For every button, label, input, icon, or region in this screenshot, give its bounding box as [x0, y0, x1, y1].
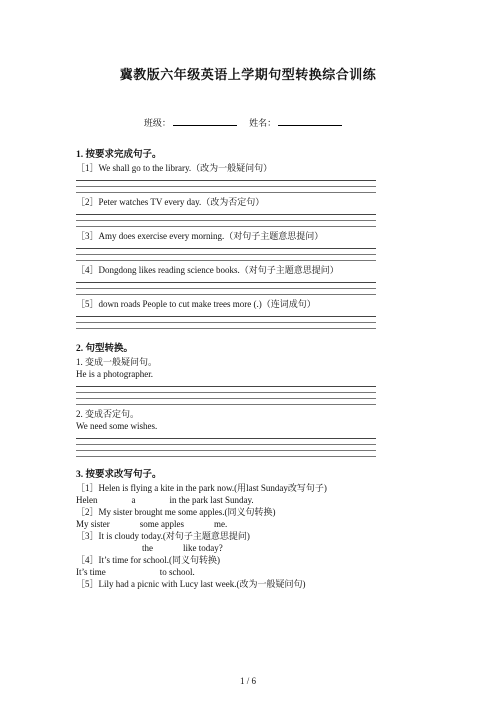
answer-lines: [76, 209, 376, 227]
exercise-content: [76, 148, 376, 590]
s3-fill-4: It’s time to school.: [76, 567, 195, 577]
s3-fill-3: the like today?: [142, 543, 223, 553]
section-1-heading: 1. 按要求完成句子。: [76, 150, 162, 160]
s3-question-5: ［5］Lily had a picnic with Lucy last week.(改为一般疑问句): [76, 579, 306, 589]
s1-question-4: ［4］Dongdong likes reading science books.（对句子主题意思提问）: [76, 265, 339, 275]
answer-lines: [76, 277, 376, 295]
s2-instruction-2: 2. 变成否定句。: [76, 409, 140, 419]
student-info: [0, 116, 496, 129]
s3-question-1: ［1］Helen is flying a kite in the park now.(用last Sunday改写句子): [76, 483, 327, 493]
s1-question-1: ［1］We shall go to the library.（改为一般疑问句）: [76, 163, 273, 173]
s3-fill-1: Helen a in the park last Sunday.: [76, 495, 254, 505]
class-blank: [173, 117, 237, 126]
s1-question-2: ［2］Peter watches TV every day.（改为否定句）: [76, 197, 265, 207]
s2-sentence-1: He is a photographer.: [76, 369, 153, 379]
document-title: 冀教版六年级英语上学期句型转换综合训练: [119, 67, 377, 82]
page-number: 1 / 6: [239, 676, 256, 686]
s1-question-5: ［5］down roads People to cut make trees more (.)（连词成句）: [76, 299, 316, 309]
s3-question-2: ［2］My sister brought me some apples.(同义句转换): [76, 507, 276, 517]
section-3-heading: 3. 按要求改写句子。: [76, 470, 162, 480]
answer-lines: [76, 433, 376, 457]
name-blank: [278, 117, 342, 126]
answer-lines: [76, 311, 376, 329]
s3-question-4: ［4］It’s time for school.(同义句转换): [76, 555, 220, 565]
s3-question-3: ［3］It is cloudy today.(对句子主题意思提问): [76, 531, 250, 541]
s2-instruction-1: 1. 变成一般疑问句。: [76, 357, 158, 367]
s2-sentence-2: We need some wishes.: [76, 421, 158, 431]
section-2-heading: 2. 句型转换。: [76, 344, 134, 354]
answer-lines: [76, 243, 376, 261]
class-label: 班级：: [143, 118, 171, 128]
name-label: 姓名：: [249, 118, 277, 128]
s1-question-3: ［3］Amy does exercise every morning.（对句子主题意思提问）: [76, 231, 324, 241]
s3-fill-2: My sister some apples me.: [76, 519, 228, 529]
answer-lines: [76, 175, 376, 193]
answer-lines: [76, 381, 376, 405]
